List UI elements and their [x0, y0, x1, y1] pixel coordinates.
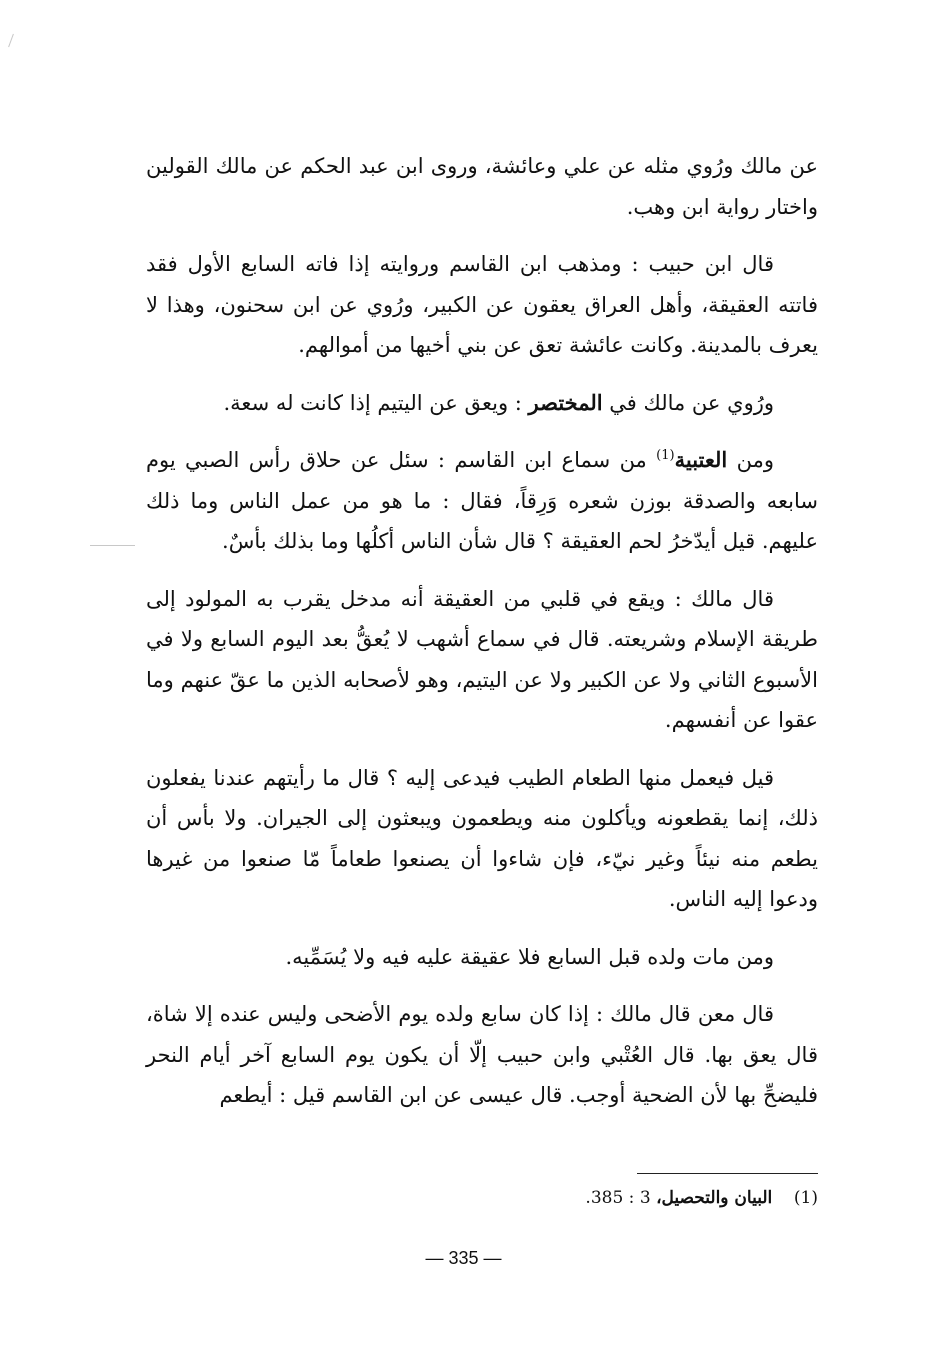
paragraph-text: : ويعق عن اليتيم إذا كانت له سعة. [223, 390, 529, 415]
book-title-utbiyya: العتبية [674, 447, 728, 472]
paragraph: قيل فيعمل منها الطعام الطيب فيدعى إليه ؟ قال ما رأيتهم عندنا يفعلون ذلك، إنما يقطعونه ويأكلون منه ويطعمون ويبعثون إلى الجيران. ولا بأس أن يطعم منه نيئاً وغير نيّء، فإن شاءوا أن يصنعوا طعاماً مّا صنعوا من غيرها ودعوا إليه الناس. [146, 765, 818, 911]
paragraph [146, 440, 818, 562]
paragraph: قال ابن حبيب : ومذهب ابن القاسم وروايته إذا فاته السابع الأول فقد فاتته العقيقة، وأهل العراق يعقون عن الكبير، ورُوي عن ابن سحنون، وهذا لا يعرف بالمدينة. وكانت عائشة تعق عن بني أخيها من أموالهم. [146, 252, 818, 357]
footnote-divider [637, 1173, 818, 1174]
paragraph: عن مالك ورُوي مثله عن علي وعائشة، وروى ابن عبد الحكم عن مالك القولين واختار رواية ابن وهب. [146, 154, 818, 219]
scan-artifact-line [8, 34, 14, 47]
main-text [146, 146, 818, 1133]
paragraph-text: ورُوي عن مالك في [602, 390, 774, 415]
paragraph: قال مالك : ويقع في قلبي من العقيقة أنه مدخل يقرب به المولود إلى طريقة الإسلام وشريعته. قال في سماع أشهب لا يُعقُّ بعد اليوم السابع ولا في الأسبوع الثاني ولا عن الكبير ولا عن اليتيم، وهو لأصحابه الذين ما عقّ عنهم وما عقوا عن أنفسهم. [146, 586, 818, 732]
paragraph: ومن مات ولده قبل السابع فلا عقيقة عليه فيه ولا يُسَمِّيه. [285, 944, 774, 969]
footnote-reference-text: 3 : 385. [585, 1188, 651, 1208]
paragraph [146, 383, 818, 424]
paragraph: قال معن قال مالك : إذا كان سابع ولده يوم الأضحى وليس عنده إلا شاة، قال يعق بها. قال العُتْبي وابن حبيب إلّا أن يكون يوم السابع آخر أيام النحر فليضحِّ بها لأن الضحية أوجب. قال عيسى عن ابن القاسم قيل : أيطعم [146, 1002, 818, 1107]
footnote-source-title: البيان والتحصيل، [656, 1188, 773, 1208]
footnote [420, 1184, 818, 1212]
book-title-mukhtasar: المختصر [528, 389, 603, 415]
paragraph-text: من سماع ابن القاسم : سئل عن حلاق رأس الصبي يوم سابعه والصدقة بوزن شعره وَرِقاً، فقال : ما هو من عمل الناس وما ذلك عليهم. قيل أيدّخرُ لحم العقيقة ؟ قال شأن الناس أكلُها وما بذلك بأسٌ. [146, 448, 818, 553]
scan-artifact-line [90, 545, 135, 546]
footnote-marker: (1) [793, 1188, 818, 1208]
paragraph-text: ومن [727, 448, 774, 472]
page-number: — 335 — [425, 1248, 502, 1268]
footnote-reference: (1) [656, 448, 675, 463]
